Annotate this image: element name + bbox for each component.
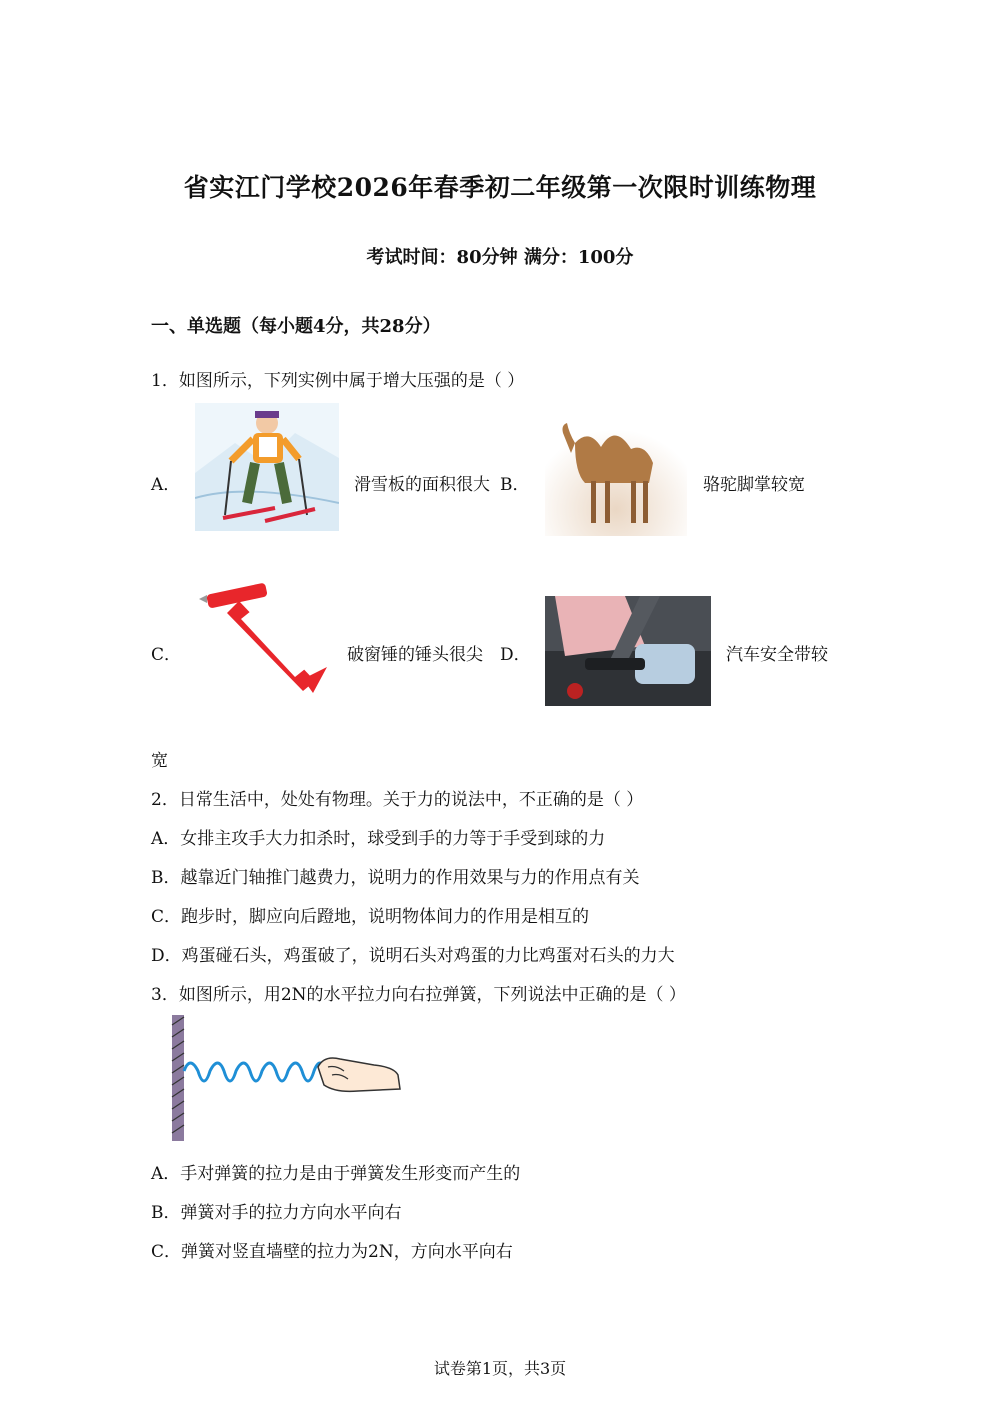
q2-option-d: D．鸡蛋碰石头，鸡蛋破了，说明石头对鸡蛋的力比鸡蛋对石头的力大 [151,946,675,966]
q3-option-a: A．手对弹簧的拉力是由于弹簧发生形变而产生的 [151,1164,521,1184]
q3-option-b: B．弹簧对手的拉力方向水平向右 [151,1203,402,1223]
skier-image [195,403,339,531]
q1-option-a-letter: A． [151,475,181,495]
q1-option-b-letter: B． [500,475,530,495]
q2-option-a: A．女排主攻手大力扣杀时，球受到手的力等于手受到球的力 [151,829,606,849]
question-3-stem: 3．如图所示，用2N的水平拉力向右拉弹簧，下列说法中正确的是（ ） [151,985,686,1005]
section-heading: 一、单选题（每小题4分，共28分） [151,316,441,337]
question-2-stem: 2．日常生活中，处处有物理。关于力的说法中，不正确的是（ ） [151,790,644,810]
q1-option-d-wrap: 宽 [151,751,168,771]
question-1-stem: 1．如图所示，下列实例中属于增大压强的是（ ） [151,371,525,391]
hammer-image [195,571,332,704]
q2-option-c: C．跑步时，脚应向后蹬地，说明物体间力的作用是相互的 [151,907,590,927]
q1-option-d-text: 汽车安全带较 [726,645,828,665]
q1-option-b-text: 骆驼脚掌较宽 [703,475,805,495]
q3-option-c: C．弹簧对竖直墙壁的拉力为2N，方向水平向右 [151,1242,513,1262]
q1-option-c-letter: C． [151,645,182,665]
spring-image [168,1015,404,1141]
camel-image [545,403,687,536]
page-footer: 试卷第1页，共3页 [433,1359,567,1378]
q1-option-c-text: 破窗锤的锤头很尖 [347,645,483,665]
page-title: 省实江门学校2026年春季初二年级第一次限时训练物理 [183,173,817,202]
seatbelt-image [545,596,711,706]
q2-option-b: B．越靠近门轴推门越费力，说明力的作用效果与力的作用点有关 [151,868,640,888]
q1-option-a-text: 滑雪板的面积很大 [354,475,490,495]
exam-info: 考试时间：80分钟 满分：100分 [366,247,634,268]
q1-option-d-letter: D． [500,645,531,665]
